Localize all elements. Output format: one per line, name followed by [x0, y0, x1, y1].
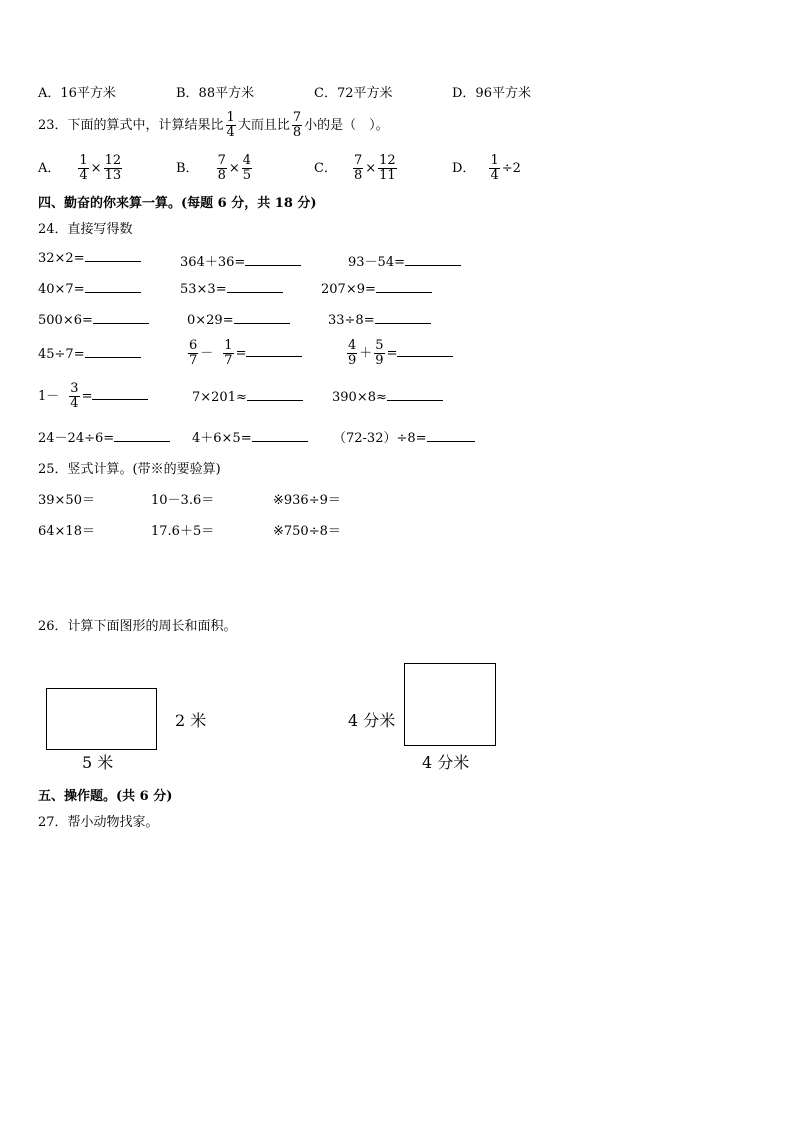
fraction-one-quarter: $\frac{1}{4}$ [226, 110, 235, 140]
q22-option-a: A．16平方米 [38, 86, 116, 101]
q24-item: $\frac{4}{9}$ ＋ $\frac{5}{9}$ = [345, 338, 453, 370]
q25-item: 17.6＋5＝ [151, 524, 215, 539]
q24-item: 390×8≈ [332, 390, 443, 405]
q23-option-c: C． $\frac{7}{8}$ × $\frac{12}{11}$ [314, 153, 396, 183]
q25-item: 39×50＝ [38, 493, 95, 508]
rectangle-height-label: 2 米 [175, 711, 207, 730]
square-side-label-bottom: 4 分米 [422, 753, 470, 772]
q24-item: 364＋36= [180, 251, 301, 270]
q23-question [38, 110, 389, 142]
q24-item: 4＋6×5= [192, 427, 308, 446]
q24-item: 93－54= [348, 251, 461, 270]
q27-title: 27．帮小动物找家。 [38, 815, 159, 830]
section-5-title: 五、操作题。(共 6 分) [38, 789, 173, 804]
q22-option-d: D．96平方米 [452, 86, 531, 101]
q24-item: 207×9= [321, 282, 432, 297]
q22-option-c: C．72平方米 [314, 86, 393, 101]
q24-item: 40×7= [38, 282, 141, 297]
q25-item: ※936÷9＝ [273, 493, 341, 508]
q25-item: 10－3.6＝ [151, 493, 215, 508]
q24-item: （72-32）÷8= [333, 427, 475, 446]
q24-item: 24－24÷6= [38, 427, 170, 446]
q23-prefix: 23．下面的算式中，计算结果比 [38, 118, 224, 133]
q24-item: 7×201≈ [192, 390, 303, 405]
square-figure [404, 663, 496, 746]
q24-item: 32×2= [38, 251, 141, 266]
rectangle-figure [46, 688, 157, 750]
q24-item: 1－ $\frac{3}{4}$ = [38, 381, 148, 413]
q23-option-d: D． $\frac{1}{4}$ ÷2 [452, 153, 521, 183]
q23-suffix: 小的是（ ）。 [304, 118, 389, 133]
q24-item: 45÷7= [38, 347, 141, 362]
fraction-seven-eighths: $\frac{7}{8}$ [292, 110, 302, 140]
q25-title: 25．竖式计算。(带※的要验算) [38, 462, 221, 477]
q25-item: ※750÷8＝ [273, 524, 341, 539]
q24-item: 0×29= [187, 313, 290, 328]
q23-middle: 大而且比 [237, 118, 290, 133]
q23-option-b: B． $\frac{7}{8}$ × $\frac{4}{5}$ [176, 153, 252, 183]
q25-item: 64×18＝ [38, 524, 95, 539]
q23-option-a: A． $\frac{1}{4}$ × $\frac{12}{13}$ [38, 153, 122, 183]
q22-option-b: B．88平方米 [176, 86, 255, 101]
square-side-label-left: 4 分米 [348, 711, 396, 730]
q24-item: 53×3= [180, 282, 283, 297]
q24-item: 500×6= [38, 313, 149, 328]
q24-item: $\frac{6}{7}$ － $\frac{1}{7}$ = [186, 338, 302, 370]
rectangle-width-label: 5 米 [82, 753, 114, 772]
q24-item: 33÷8= [328, 313, 431, 328]
section-4-title: 四、勤奋的你来算一算。(每题 6 分，共 18 分) [38, 196, 317, 211]
q24-title: 24．直接写得数 [38, 222, 133, 237]
q26-title: 26．计算下面图形的周长和面积。 [38, 619, 237, 634]
